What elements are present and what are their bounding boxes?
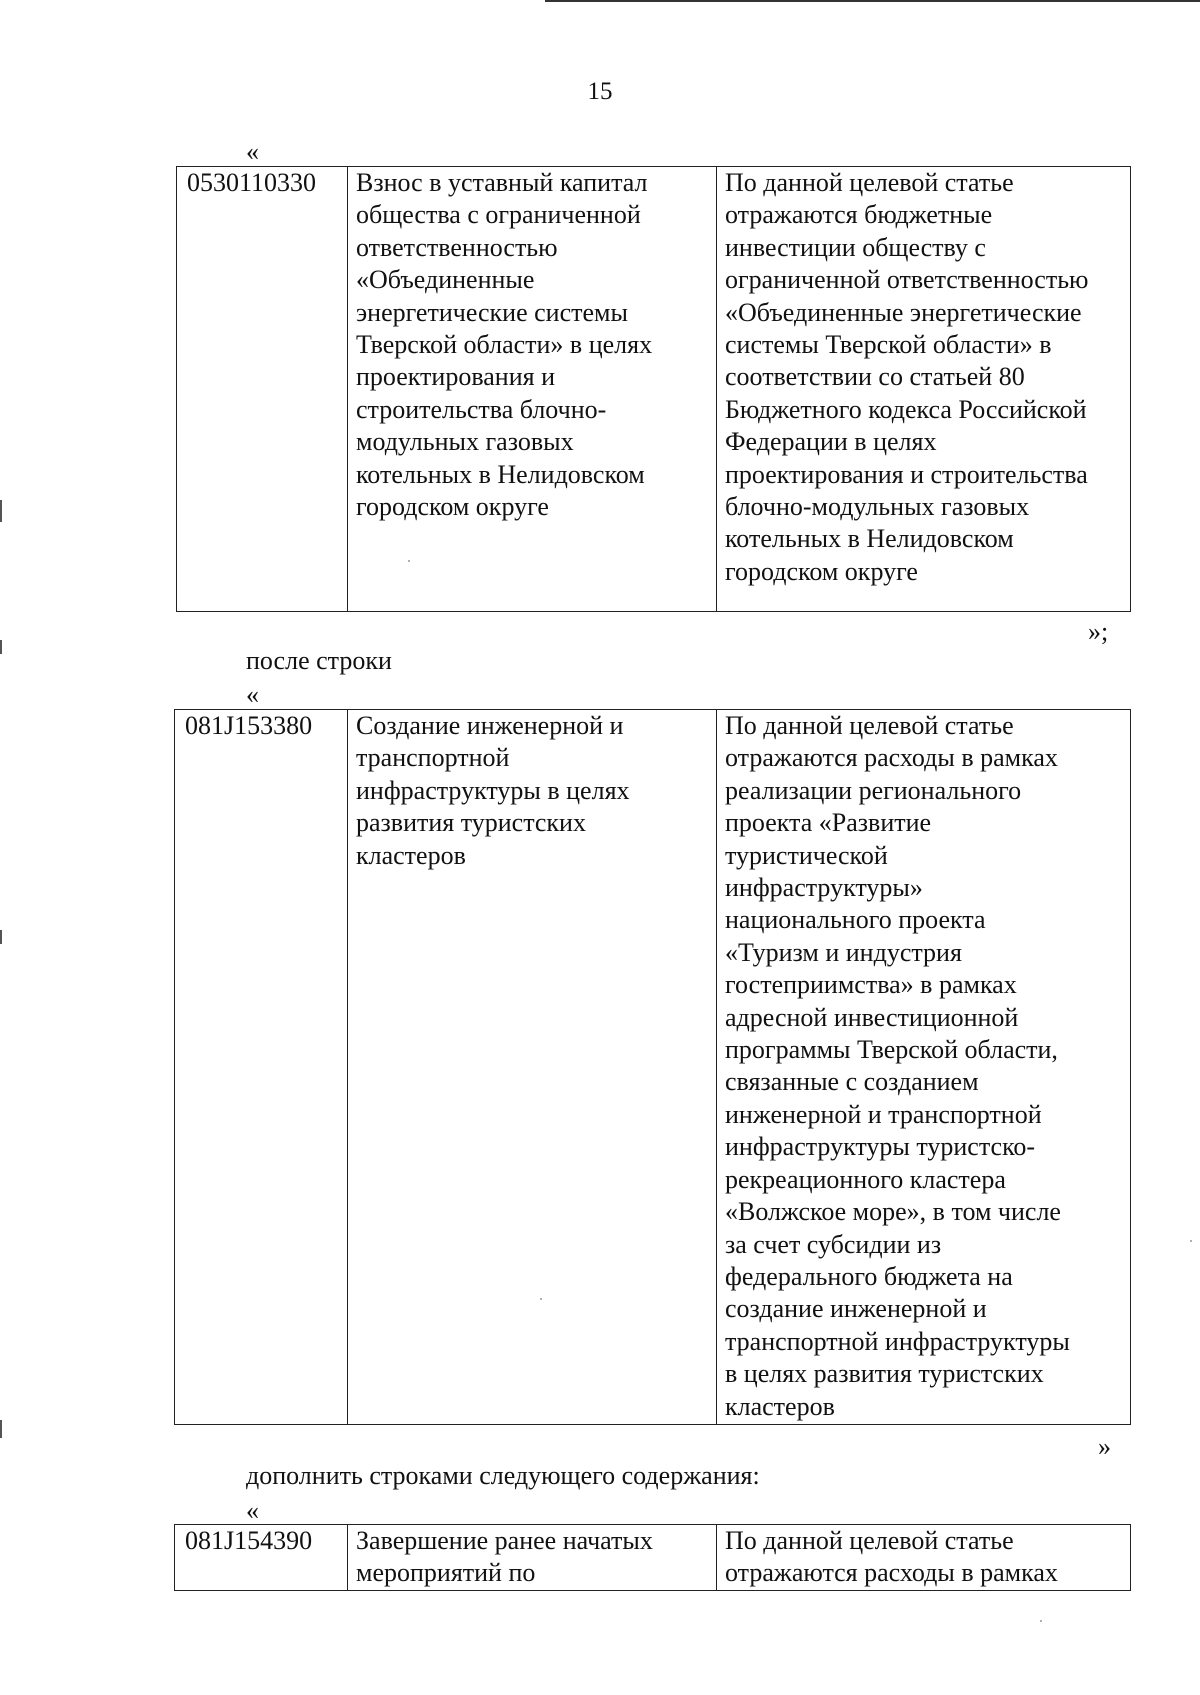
name-line: «Объединенные [356, 265, 535, 295]
name-line: Завершение ранее начатых [356, 1526, 653, 1555]
description-line: рекреационного кластера [725, 1164, 1006, 1194]
description-line: «Туризм и индустрия [725, 937, 962, 967]
name-line: проектирования и [356, 362, 556, 392]
name-line: Взнос в уставный капитал [356, 168, 648, 197]
instruction-add-rows: дополнить строками следующего содержания: [246, 1461, 760, 1490]
description-line: транспортной инфраструктуры [725, 1326, 1070, 1356]
scan-speck [1190, 1240, 1192, 1242]
description-line: Федерации в целях [725, 427, 937, 457]
name-line: котельных в Нелидовском [356, 459, 645, 489]
budget-code: 081J153380 [185, 711, 313, 740]
description-line: По данной целевой статье [725, 711, 1014, 740]
description-line: адресной инвестиционной [725, 1002, 1019, 1032]
scan-speck [540, 1298, 542, 1300]
description-line: котельных в Нелидовском [725, 524, 1014, 554]
description-line: кластеров [725, 1391, 835, 1421]
scan-edge-mark [0, 930, 2, 944]
open-quote: « [246, 680, 259, 709]
scan-speck [1040, 1620, 1042, 1622]
page-number: 15 [587, 78, 613, 105]
name-line: строительства блочно- [356, 394, 607, 424]
name-cell [348, 710, 717, 1425]
description-line: городском округе [725, 556, 918, 586]
description-line: блочно-модульных газовых [725, 492, 1030, 522]
name-line: ответственностью [356, 232, 558, 262]
name-line: модульных газовых [356, 427, 574, 457]
name-cell [348, 167, 717, 612]
open-quote: « [246, 1496, 259, 1525]
description-line: гостеприимства» в рамках [725, 970, 1017, 1000]
description-line: По данной целевой статье [725, 168, 1014, 197]
description-line: федерального бюджета на [725, 1261, 1013, 1291]
instruction-after-row: после строки [246, 646, 392, 675]
description-line: за счет субсидии из [725, 1229, 942, 1259]
scan-edge-mark [0, 500, 2, 522]
name-cell [348, 1525, 717, 1591]
description-line: инфраструктуры» [725, 873, 923, 903]
name-line: Создание инженерной и [356, 711, 624, 740]
description-line: отражаются бюджетные [725, 200, 993, 230]
table-row [175, 1525, 1131, 1591]
description-line: Бюджетного кодекса Российской [725, 394, 1087, 424]
description-cell [717, 167, 1131, 612]
description-line: ограниченной ответственностью [725, 265, 1089, 295]
code-cell [175, 710, 348, 1425]
description-line: отражаются расходы в рамках [725, 743, 1058, 773]
name-line: кластеров [356, 840, 466, 870]
scan-edge-mark [0, 1420, 2, 1438]
name-line: инфраструктуры в целях [356, 775, 630, 805]
description-line: в целях развития туристских [725, 1359, 1044, 1389]
name-line: развития туристских [356, 808, 586, 838]
name-line: городском округе [356, 492, 549, 522]
description-line: туристической [725, 840, 888, 870]
description-line: программы Тверской области, [725, 1035, 1058, 1065]
description-line: создание инженерной и [725, 1294, 987, 1324]
description-cell [717, 1525, 1131, 1591]
close-quote: »; [1088, 617, 1109, 646]
description-line: По данной целевой статье [725, 1526, 1014, 1555]
description-line: проекта «Развитие [725, 808, 932, 838]
description-cell [717, 710, 1131, 1425]
scan-speck [408, 560, 410, 562]
description-line: национального проекта [725, 905, 986, 935]
description-line: проектирования и строительства [725, 459, 1088, 489]
budget-code: 081J154390 [185, 1526, 313, 1555]
description-line: «Объединенные энергетические [725, 297, 1082, 327]
code-cell [175, 1525, 348, 1591]
budget-item-table-2 [174, 709, 1131, 1425]
budget-code: 0530110330 [187, 168, 317, 197]
name-line: Тверской области» в целях [356, 330, 653, 360]
code-cell [177, 167, 348, 612]
description-line: инфраструктуры туристско- [725, 1132, 1036, 1162]
name-line: транспортной [356, 743, 510, 773]
name-line: общества с ограниченной [356, 200, 641, 230]
table-row [177, 167, 1131, 612]
description-line: инвестиции обществу с [725, 232, 986, 262]
description-line: «Волжское море», в том числе [725, 1197, 1061, 1227]
description-line: системы Тверской области» в [725, 330, 1052, 360]
name-line: мероприятий по [356, 1558, 536, 1588]
description-line: инженерной и транспортной [725, 1099, 1042, 1129]
description-line: связанные с созданием [725, 1067, 979, 1097]
description-line: реализации регионального [725, 775, 1022, 805]
scan-edge-mark [0, 640, 2, 654]
description-line: соответствии со статьей 80 [725, 362, 1025, 392]
open-quote: « [246, 137, 259, 166]
table-row [175, 710, 1131, 1425]
budget-item-table-1 [176, 166, 1131, 612]
top-border-line [545, 0, 1200, 2]
budget-item-table-3 [174, 1524, 1131, 1591]
description-line: отражаются расходы в рамках [725, 1558, 1058, 1588]
close-quote: » [1098, 1432, 1111, 1461]
name-line: энергетические системы [356, 297, 628, 327]
